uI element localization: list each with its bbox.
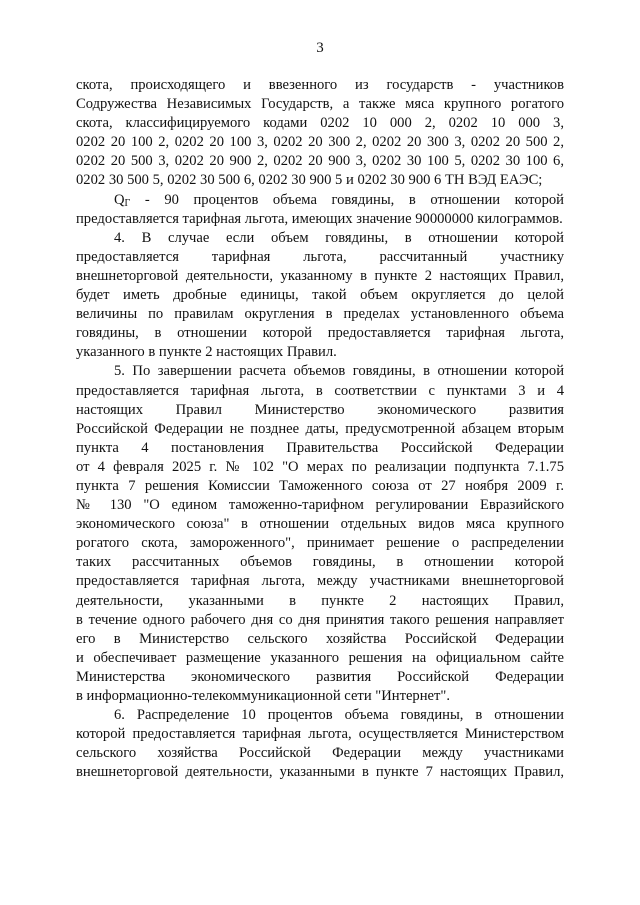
text-line-content: в информационно-телекоммуникационной сети "Интернет". xyxy=(76,688,450,704)
text-line xyxy=(76,611,564,630)
text-line-content: таких рассчитанных объемов говядины, в отношении которой xyxy=(76,554,564,571)
text-line xyxy=(76,744,564,763)
text-line-content: скота, классифицируемого кодами 0202 10 000 2, 0202 10 000 3, xyxy=(76,115,564,132)
text-line-content: величины по правилам округления в пределах установленного объема xyxy=(76,306,564,323)
text-line-content: его в Министерство сельского хозяйства Российской Федерации xyxy=(76,630,564,647)
text-line-content: сельского хозяйства Российской Федерации между участниками xyxy=(76,745,564,762)
text-line-content: будет иметь дробные единицы, такой объем округляется до целой xyxy=(76,287,564,304)
text-line-content: № 130 "О едином таможенно-тарифном регулировании Евразийского xyxy=(76,497,564,514)
text-line xyxy=(76,668,564,687)
text-line xyxy=(76,171,564,190)
text-line-content: предоставляется тарифная льгота, в соответствии с пунктами 3 и 4 xyxy=(76,382,564,399)
text-line-content: говядины, в отношении которой предоставляется тарифная льгота, xyxy=(76,325,564,342)
text-line xyxy=(76,248,564,267)
text-line xyxy=(76,553,564,572)
text-line-content: экономического союза" в отношении отдельных видов мяса крупного xyxy=(76,516,564,533)
text-line xyxy=(76,572,564,591)
text-line-content: рогатого скота, замороженного", принимает решение о распределении xyxy=(76,535,564,552)
text-line xyxy=(76,630,564,649)
text-line xyxy=(76,477,564,496)
text-line xyxy=(76,76,564,95)
text-line-content: - 90 процентов объема говядины, в отношении которой xyxy=(130,191,564,208)
text-line xyxy=(76,534,564,553)
text-line xyxy=(76,401,564,420)
text-line-content: которой предоставляется тарифная льгота, осуществляется Министерством xyxy=(76,726,564,743)
text-line-content: 6. Распределение 10 процентов объема говядины, в отношении xyxy=(114,707,564,724)
text-line-content: 0202 20 100 2, 0202 20 100 3, 0202 20 300 2, 0202 20 300 3, 0202 20 500 2, xyxy=(76,134,564,151)
text-line-content: предоставляется тарифная льгота, имеющих значение 90000000 килограммов. xyxy=(76,210,563,227)
text-line-content: настоящих Правил Министерство экономического развития xyxy=(76,401,564,418)
text-line-content: в течение одного рабочего дня со дня принятия такого решения направляет xyxy=(76,611,564,628)
text-line-content: от 4 февраля 2025 г. № 102 "О мерах по реализации подпункта 7.1.75 xyxy=(76,458,564,475)
text-line-content: внешнеторговой деятельности, указанными в пункте 7 настоящих Правил, xyxy=(76,764,564,781)
text-line xyxy=(76,114,564,133)
text-line-content: 0202 30 500 5, 0202 30 500 6, 0202 30 900 5 и 0202 30 900 6 ТН ВЭД ЕАЭС; xyxy=(76,172,543,189)
symbol-subscript: Г xyxy=(124,197,131,209)
text-line-content: Содружества Независимых Государств, а также мяса крупного рогатого xyxy=(76,96,564,113)
symbol-base: Q xyxy=(114,191,125,208)
text-line-content: деятельности, указанными в пункте 2 настоящих Правил, xyxy=(76,592,564,609)
text-line-content: 5. По завершении расчета объемов говядины, в отношении которой xyxy=(114,363,564,380)
text-line xyxy=(76,592,564,611)
text-line-content: предоставляется тарифная льгота, рассчитанный участнику xyxy=(76,248,564,265)
text-line-content: 0202 20 500 3, 0202 20 900 2, 0202 20 900 3, 0202 30 100 5, 0202 30 100 6, xyxy=(76,153,564,170)
document-body xyxy=(76,76,564,782)
text-line xyxy=(76,706,564,725)
text-line xyxy=(76,496,564,515)
text-line xyxy=(76,439,564,458)
page-number: 3 xyxy=(316,40,324,56)
text-line xyxy=(76,362,564,381)
text-line-content: 4. В случае если объем говядины, в отношении которой xyxy=(114,229,564,246)
text-line-content: указанного в пункте 2 настоящих Правил. xyxy=(76,344,337,361)
text-line-content: внешнеторговой деятельности, указанному в пункте 2 настоящих Правил, xyxy=(76,267,564,284)
text-line-content: Российской Федерации не позднее даты, предусмотренной абзацем вторым xyxy=(76,420,564,437)
text-line xyxy=(76,152,564,171)
text-line xyxy=(76,324,564,343)
text-line-content: пункта 7 решения Комиссии Таможенного союза от 27 ноября 2009 г. xyxy=(76,477,564,494)
text-line xyxy=(76,725,564,744)
text-line xyxy=(76,458,564,477)
text-line xyxy=(76,210,564,229)
text-line-content: пункта 4 постановления Правительства Российской Федерации xyxy=(76,439,564,456)
quantity-symbol xyxy=(114,192,130,208)
text-line xyxy=(76,763,564,782)
text-line xyxy=(76,343,564,362)
text-line xyxy=(76,649,564,668)
text-line-content: и обеспечивает размещение указанного решения на официальном сайте xyxy=(76,649,564,666)
text-line-content: Министерства экономического развития Российской Федерации xyxy=(76,668,564,685)
text-line xyxy=(76,515,564,534)
text-line xyxy=(76,191,564,210)
text-line xyxy=(76,229,564,248)
text-line xyxy=(76,305,564,324)
text-line xyxy=(76,95,564,114)
text-line xyxy=(76,687,564,706)
text-line xyxy=(76,267,564,286)
text-line xyxy=(76,420,564,439)
text-line xyxy=(76,382,564,401)
text-line-content: предоставляется тарифная льгота, между участниками внешнеторговой xyxy=(76,573,564,590)
text-line xyxy=(76,286,564,305)
text-line-content: скота, происходящего и ввезенного из государств - участников xyxy=(76,77,564,93)
text-line xyxy=(76,133,564,152)
